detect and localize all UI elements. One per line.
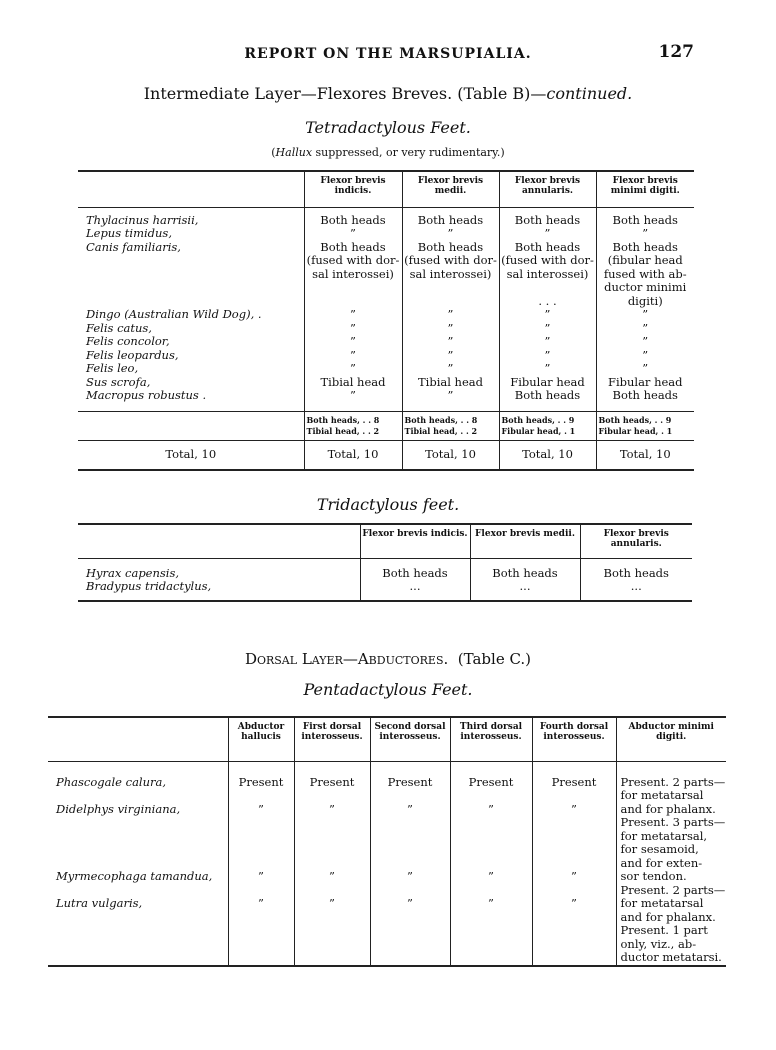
species-name: Felis concolor, (86, 334, 170, 348)
summary-cell: Both heads, . . 9 Fibular head, . 1 (596, 411, 694, 440)
species-name: Felis catus, (86, 320, 152, 335)
table-cell (229, 857, 294, 871)
species-name (86, 295, 304, 309)
table-cell (371, 884, 450, 898)
table-cell: Present (387, 774, 433, 789)
table-cell (371, 924, 450, 938)
table-cell (451, 843, 532, 857)
table-cell: Both heads (382, 565, 448, 580)
table-cell (451, 857, 532, 871)
col-header: Flexor brevis minimi digiti. (596, 171, 694, 207)
table-cell: ” (642, 361, 649, 375)
table-cell: ” (571, 869, 577, 883)
species-name: Lutra vulgaris, (56, 896, 143, 910)
species-name: Hyrax capensis, (86, 565, 180, 580)
tridactylous-title: Tridactylous feet. (316, 495, 460, 514)
table-cell: Both heads (492, 565, 558, 580)
table-cell (451, 816, 532, 830)
table-cell: ” (258, 869, 264, 883)
table-cell: Both heads (514, 388, 581, 402)
table-cell: ” (407, 801, 413, 816)
col-header: Abductor minimi digiti. (616, 717, 726, 761)
species-name: Felis leopardus, (86, 347, 179, 362)
total-cell: Total, 10 (304, 440, 402, 470)
species-header (78, 171, 304, 207)
table-c-pentadactylous (48, 716, 726, 967)
table-cell: ” (258, 801, 264, 816)
table-cell (533, 843, 616, 857)
table-cell: for metatarsal (620, 896, 704, 910)
table-cell: Present. 1 part (620, 923, 708, 937)
table-cell: Both heads (514, 212, 581, 227)
summary-cell: Both heads, . . 9 Fibular head, . 1 (499, 411, 596, 440)
table-cell: only, viz., ab- (620, 936, 697, 951)
table-cell: ... (409, 579, 421, 593)
table-cell: Both heads (514, 239, 581, 254)
table-cell (295, 924, 370, 938)
table-cell (451, 789, 532, 803)
table-cell: ” (571, 801, 577, 816)
total-label: Total, 10 (78, 440, 304, 470)
table-cell: for metatarsal (620, 788, 704, 802)
table-cell (229, 830, 294, 844)
col-values (450, 761, 532, 966)
col-header: Flexor brevis indicis. (304, 171, 402, 207)
table-cell: for metatarsal, (620, 828, 708, 843)
table-cell: ” (350, 347, 356, 362)
table-b-heading: Intermediate Layer—Flexores Breves. (Table B)—continued. (143, 84, 633, 103)
table-cell: ductor minimi (604, 280, 687, 294)
table-cell: ” (350, 334, 356, 348)
table-cell (229, 911, 294, 925)
col-header: Third dorsal interosseus. (450, 717, 532, 761)
species-name: Macropus robustus . (86, 388, 207, 402)
col-values (580, 558, 692, 601)
col-values (470, 558, 580, 601)
table-cell: ” (447, 361, 454, 375)
table-cell (451, 924, 532, 938)
table-cell (229, 884, 294, 898)
col-header: Flexor brevis indicis. (360, 524, 470, 558)
col-header: First dorsal interosseus. (294, 717, 370, 761)
table-cell: Present (551, 774, 597, 789)
table-cell: . . . (538, 293, 557, 308)
table-cell (533, 857, 616, 871)
summary-blank (78, 411, 304, 440)
table-cell (295, 857, 370, 871)
table-cell: (fused with dor- (306, 253, 400, 267)
table-cell: digiti) (627, 293, 663, 308)
table-cell (371, 843, 450, 857)
table-cell (371, 816, 450, 830)
species-name (86, 268, 304, 282)
table-cell (371, 857, 450, 871)
table-cell (403, 295, 499, 309)
table-cell (295, 884, 370, 898)
table-cell (533, 830, 616, 844)
species-name: Sus scrofa, (86, 374, 151, 389)
table-cell: sal interossei) (312, 266, 394, 281)
table-cell: ” (488, 801, 494, 816)
table-cell (533, 789, 616, 803)
total-cell: Total, 10 (499, 440, 596, 470)
species-name: Lepus timidus, (86, 226, 172, 240)
species-list (78, 558, 360, 601)
table-cell (533, 911, 616, 925)
table-cell: Both heads (603, 565, 669, 580)
table-cell: ” (407, 869, 413, 883)
table-cell: sal interossei) (409, 266, 492, 281)
species-name (56, 924, 228, 938)
summary-cell: Both heads, . . 8 Tibial head, . . 2 (402, 411, 499, 440)
species-name (56, 789, 228, 803)
table-cell: ” (447, 320, 454, 335)
table-cell: ” (329, 801, 335, 816)
table-cell (295, 789, 370, 803)
table-cell: Both heads (417, 239, 484, 254)
table-cell: Present. 2 parts— (620, 774, 726, 789)
table-cell: Both heads (612, 212, 678, 227)
total-cell: Total, 10 (402, 440, 499, 470)
table-cell: ” (329, 869, 335, 883)
table-cell: and for phalanx. (620, 909, 716, 924)
table-cell: Tibial head (417, 374, 483, 389)
table-cell: ” (488, 869, 494, 883)
tetradactylous-title: Tetradactylous Feet. (305, 118, 471, 137)
total-cell: Total, 10 (596, 440, 694, 470)
species-list (78, 207, 304, 411)
table-cell: ” (488, 896, 494, 910)
table-cell: ” (642, 334, 649, 348)
table-cell: Fibular head (607, 374, 683, 389)
table-cell: Present. 3 parts— (620, 815, 726, 829)
table-cell: ” (258, 896, 264, 910)
table-cell (533, 884, 616, 898)
table-cell (533, 924, 616, 938)
table-cell: ” (642, 347, 649, 362)
species-name (56, 911, 228, 925)
table-cell: Both heads (612, 239, 678, 254)
table-cell: ” (350, 320, 356, 335)
table-cell (403, 281, 499, 295)
col-values (402, 207, 499, 411)
table-cell: ” (571, 896, 577, 910)
species-name: Phascogale calura, (56, 774, 167, 789)
species-name: Canis familiaris, (86, 239, 181, 254)
table-cell (371, 911, 450, 925)
table-cell (500, 281, 596, 295)
table-cell: ” (642, 307, 649, 321)
table-cell (305, 281, 402, 295)
table-cell: ... (519, 579, 531, 593)
abductor-minimi-values (616, 761, 726, 966)
col-values (294, 761, 370, 966)
table-cell: (fused with dor- (404, 253, 497, 267)
species-name (56, 884, 228, 898)
table-cell: ductor metatarsi. (620, 950, 722, 964)
col-header: Second dorsal interosseus. (370, 717, 450, 761)
table-cell: (fused with dor- (501, 253, 594, 267)
table-cell: fused with ab- (603, 266, 687, 281)
table-cell: ” (447, 226, 454, 240)
col-header: Flexor brevis annularis. (580, 524, 692, 558)
table-cell: ” (329, 896, 335, 910)
species-name (56, 830, 228, 844)
table-cell (295, 911, 370, 925)
table-cell: sor tendon. (620, 869, 687, 883)
species-header (78, 524, 360, 558)
col-header: Flexor brevis medii. (470, 524, 580, 558)
table-cell: sal interossei) (506, 266, 589, 281)
table-cell: Present (238, 774, 284, 789)
table-cell: ” (642, 226, 649, 240)
table-cell: ” (350, 226, 356, 240)
table-b-tetradactylous (78, 170, 694, 471)
table-cell: and for exten- (620, 855, 703, 870)
species-name: Myrmecophaga tamandua, (56, 869, 213, 883)
table-cell: Both heads (612, 388, 678, 402)
table-cell (229, 843, 294, 857)
table-cell (305, 295, 402, 309)
table-cell: and for phalanx. (620, 801, 716, 816)
species-name: Thylacinus harrisii, (86, 212, 199, 227)
table-cell: Fibular head (510, 374, 585, 389)
col-values (370, 761, 450, 966)
col-values (596, 207, 694, 411)
table-cell: ” (642, 320, 649, 335)
table-cell: ” (544, 226, 551, 240)
species-name: Bradypus tridactylus, (86, 579, 212, 593)
table-cell: Both heads (320, 212, 386, 227)
table-cell (295, 816, 370, 830)
species-name (56, 843, 228, 857)
table-cell (371, 830, 450, 844)
summary-cell: Both heads, . . 8 Tibial head, . . 2 (304, 411, 402, 440)
table-c-heading: Dorsal Layer—Abductores. (Table C.) (244, 650, 532, 668)
col-header: Flexor brevis medii. (402, 171, 499, 207)
table-cell: ” (350, 388, 356, 402)
table-cell (371, 789, 450, 803)
table-cell: ” (544, 320, 551, 335)
col-values (228, 761, 294, 966)
table-cell: Present (468, 774, 514, 789)
species-name (86, 254, 304, 268)
table-cell: ” (447, 307, 454, 321)
col-header: Flexor brevis annularis. (499, 171, 596, 207)
table-cell (295, 830, 370, 844)
species-name: Dingo (Australian Wild Dog), . (86, 307, 262, 321)
table-cell: Both heads (320, 239, 386, 254)
table-cell: ” (407, 896, 413, 910)
table-cell: ” (544, 347, 551, 362)
col-header: Fourth dorsal interosseus. (532, 717, 616, 761)
table-cell: ” (544, 307, 551, 321)
table-cell: ” (544, 334, 551, 348)
table-cell: ... (630, 579, 642, 593)
table-cell (229, 816, 294, 830)
table-cell: ” (350, 307, 356, 321)
table-b-tridactylous (78, 523, 692, 602)
species-name: Felis leo, (86, 361, 139, 375)
table-cell (295, 843, 370, 857)
table-cell: ” (350, 361, 356, 375)
page-number: 127 (658, 42, 694, 62)
col-values (499, 207, 596, 411)
table-cell: ” (447, 334, 454, 348)
species-name (56, 857, 228, 871)
col-header: Abductor hallucis (228, 717, 294, 761)
table-cell: for sesamoid, (620, 842, 699, 856)
table-cell (229, 924, 294, 938)
table-cell (451, 884, 532, 898)
table-cell: ” (544, 361, 551, 375)
table-cell: (fibular head (607, 253, 683, 267)
table-cell: Both heads (417, 212, 484, 227)
running-header: REPORT ON THE MARSUPIALIA. (244, 46, 532, 62)
table-cell (451, 830, 532, 844)
col-values (532, 761, 616, 966)
table-cell: ” (447, 388, 454, 402)
species-name (56, 816, 228, 830)
species-list (48, 761, 228, 966)
col-values (304, 207, 402, 411)
hallux-note: (Hallux suppressed, or very rudimentary.) (271, 146, 505, 159)
table-cell: Present. 2 parts— (620, 882, 726, 897)
table-cell: ” (447, 347, 454, 362)
species-header (48, 717, 228, 761)
table-cell (533, 816, 616, 830)
species-name: Didelphys virginiana, (56, 801, 181, 816)
table-cell: Present (309, 774, 355, 789)
table-cell: Tibial head (320, 374, 386, 389)
pentadactylous-title: Pentadactylous Feet. (303, 680, 473, 699)
species-name (86, 281, 304, 295)
col-values (360, 558, 470, 601)
table-cell (229, 789, 294, 803)
table-cell (451, 911, 532, 925)
